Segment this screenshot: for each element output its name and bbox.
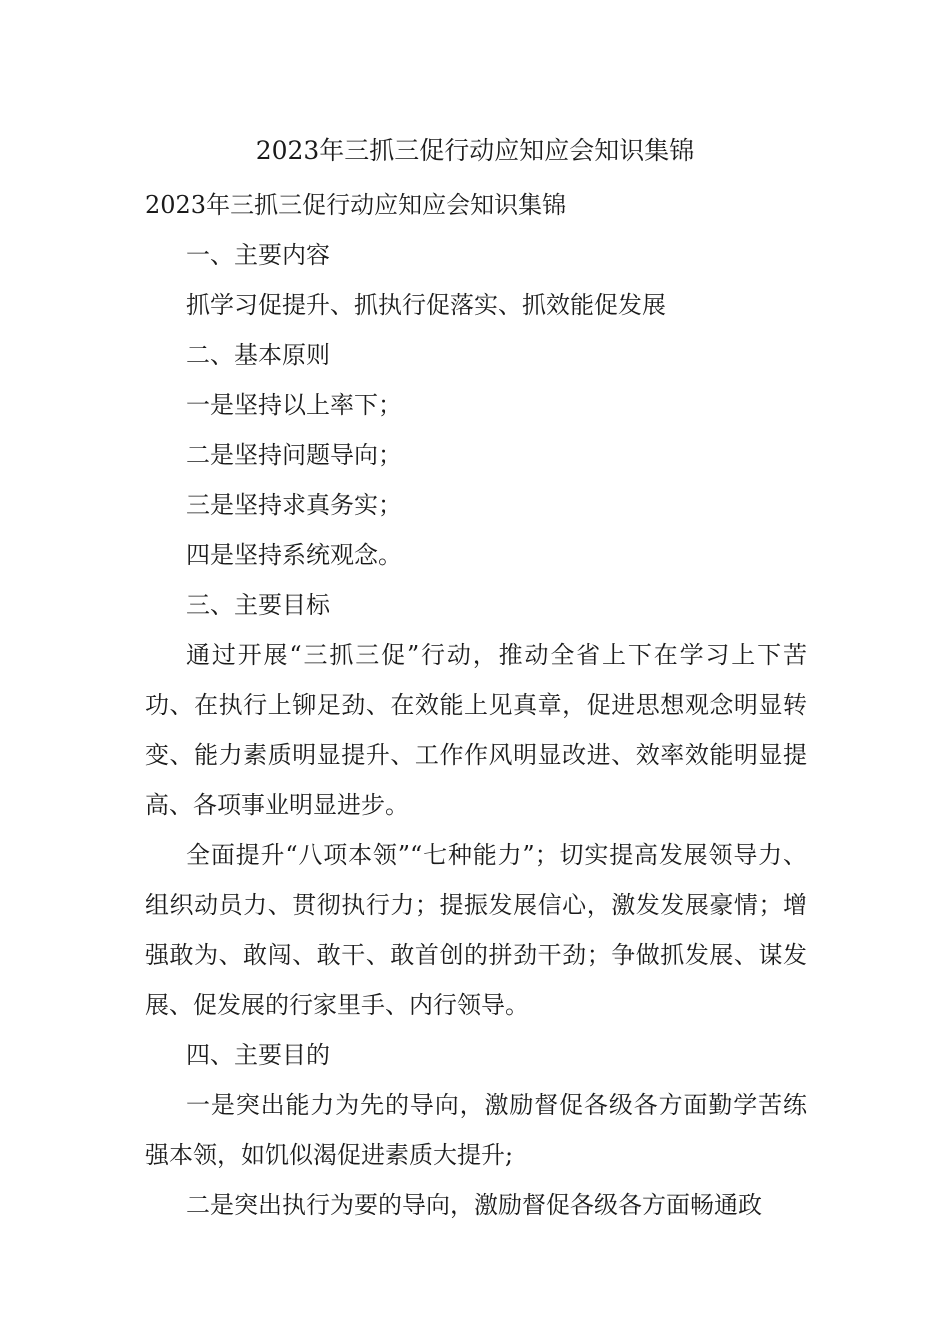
paragraph-goals-1: 通过开展“三抓三促”行动，推动全省上下在学习上下苦功、在执行上铆足劲、在效能上见真章，促进思想观念明显转变、能力素质明显提升、工作作风明显改进、效率效能明显提高、各项事业明显进步。 [145,641,807,819]
document-body [145,180,807,1230]
principle-item-1: 一是坚持以上率下； [186,391,402,419]
paragraph-goals-2: 全面提升“八项本领”“七种能力”；切实提高发展领导力、组织动员力、贯彻执行力；提振发展信心，激发发展豪情；增强敢为、敢闯、敢干、敢首创的拼劲干劲；争做抓发展、谋发展、促发展的行家里手、内行领导。 [145,841,807,1019]
paragraph-main-content: 抓学习促提升、抓执行促落实、抓效能促发展 [186,291,666,319]
principle-item-2: 二是坚持问题导向； [186,441,402,469]
principle-item-4: 四是坚持系统观念。 [186,541,402,569]
section-heading-basic-principles: 二、基本原则 [186,341,330,369]
principle-item-3: 三是坚持求真务实； [186,491,402,519]
section-heading-main-content: 一、主要内容 [186,241,330,269]
document-title: 2023年三抓三促行动应知应会知识集锦 [255,136,695,165]
section-heading-main-purpose: 四、主要目的 [186,1041,330,1069]
section-heading-main-goals: 三、主要目标 [186,591,330,619]
purpose-item-2: 二是突出执行为要的导向，激励督促各级各方面畅通政 [186,1191,762,1219]
purpose-item-1: 一是突出能力为先的导向，激励督促各级各方面勤学苦练强本领，如饥似渴促进素质大提升; [145,1091,807,1169]
document-subtitle: 2023年三抓三促行动应知应会知识集锦 [145,191,567,219]
